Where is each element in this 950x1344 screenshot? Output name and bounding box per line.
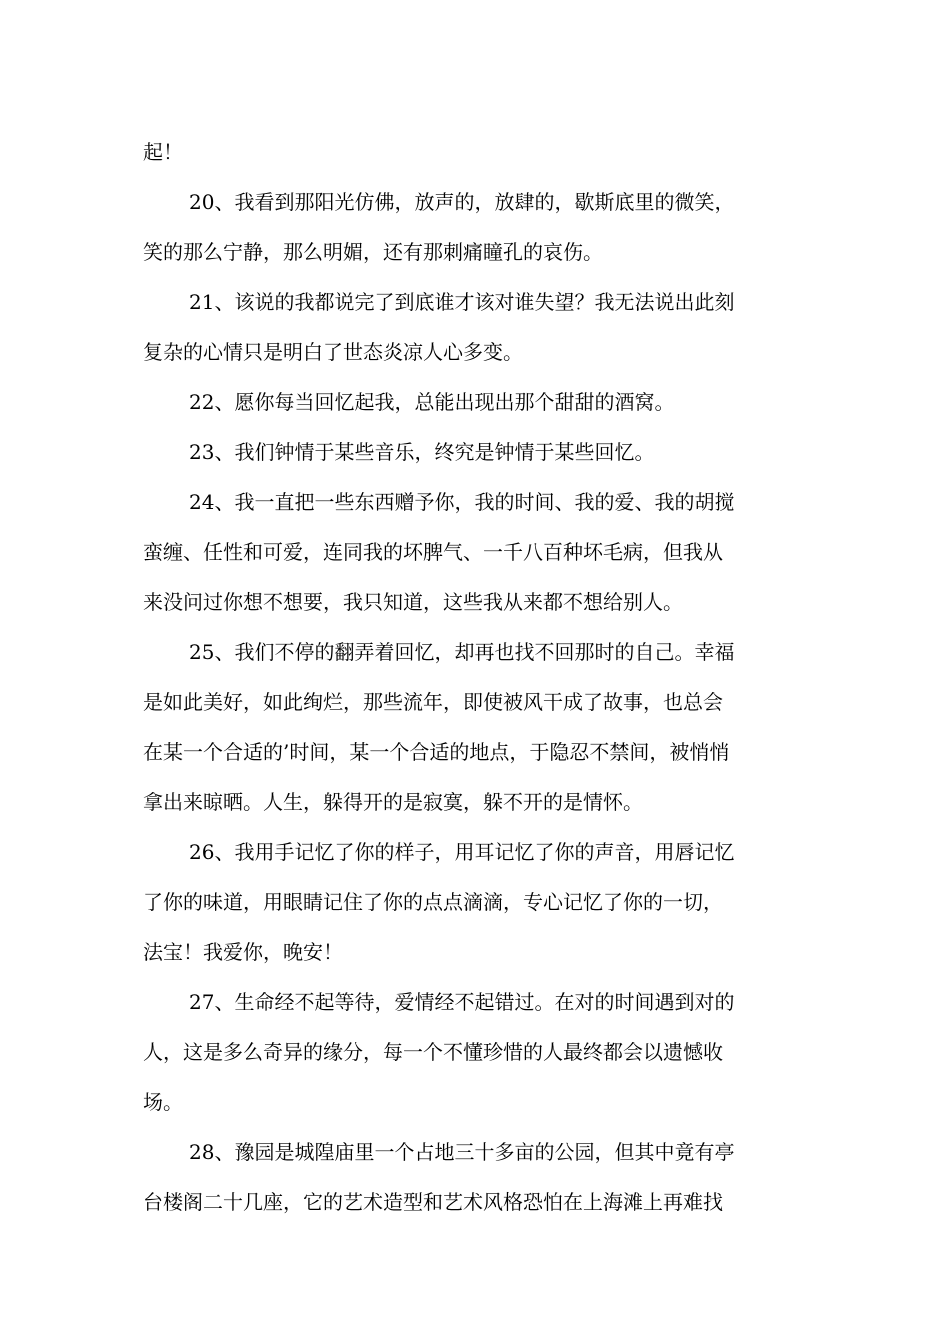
- paragraph-23: 23、我们钟情于某些音乐，终究是钟情于某些回忆。: [189, 440, 655, 464]
- paragraph-28: 28、豫园是城隍庙里一个占地三十多亩的公园，但其中竟有亭 台楼阁二十几座，它的艺术造型和艺术风格恐怕在上海滩上再难找: [143, 1140, 735, 1214]
- paragraph-24: 24、我一直把一些东西赠予你，我的时间、我的爱、我的胡搅 蛮缠、任性和可爱，连同我的坏脾气、一千八百种坏毛病，但我从 来没问过你想不想要，我只知道，这些我从来都不想给别人。: [143, 490, 735, 614]
- paragraph-continuation: 起！: [143, 140, 183, 164]
- paragraph-21: 21、该说的我都说完了到底谁才该对谁失望？我无法说出此刻 复杂的心情只是明白了世态炎凉人心多变。: [143, 290, 735, 364]
- paragraph-26: 26、我用手记忆了你的样子，用耳记忆了你的声音，用唇记忆 了你的味道，用眼睛记住了你的点点滴滴，专心记忆了你的一切， 法宝！我爱你，晚安！: [143, 840, 735, 964]
- paragraph-25: 25、我们不停的翻弄着回忆，却再也找不回那时的自己。幸福 是如此美好，如此绚烂，那些流年，即使被风干成了故事，也总会 在某一个合适的’时间，某一个合适的地点，于隐忍不禁间，被悄悄 拿出来晾晒。人生，躲得开的是寂寞，躲不开的是情怀。: [143, 640, 735, 814]
- paragraph-27: 27、生命经不起等待，爱情经不起错过。在对的时间遇到对的 人，这是多么奇异的缘分，每一个不懂珍惜的人最终都会以遗憾收 场。: [143, 990, 735, 1114]
- paragraph-20: 20、我看到那阳光仿佛，放声的，放肆的，歇斯底里的微笑， 笑的那么宁静，那么明媚，还有那刺痛瞳孔的哀伤。: [143, 190, 735, 264]
- document-body: [143, 127, 813, 1227]
- paragraph-22: 22、愿你每当回忆起我，总能出现出那个甜甜的酒窝。: [189, 390, 675, 414]
